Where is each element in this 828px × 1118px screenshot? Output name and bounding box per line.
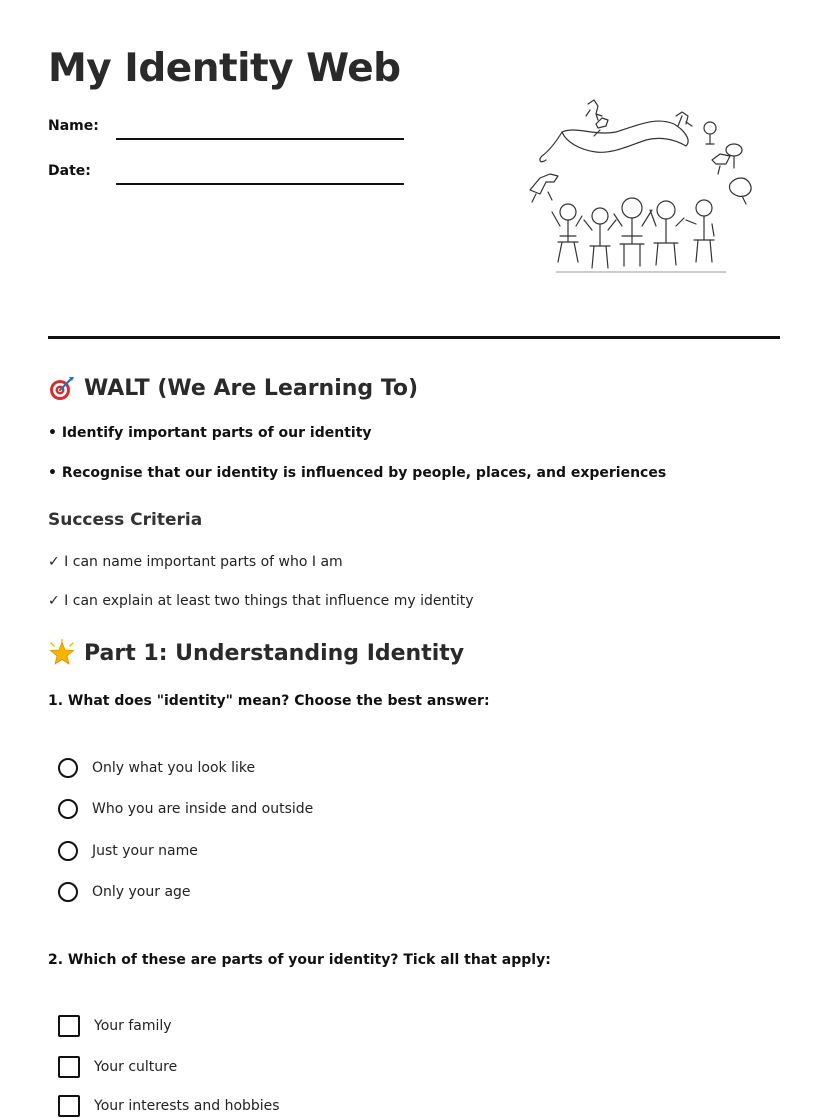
walt-heading [48, 374, 418, 402]
q1-option[interactable] [58, 756, 255, 780]
page-title: My Identity Web [48, 46, 401, 91]
option-label: Only what you look like [92, 760, 256, 776]
part1-heading [48, 639, 464, 667]
date-field [48, 163, 408, 193]
walt-heading-text: WALT (We Are Learning To) [84, 375, 419, 401]
dart-target-icon [48, 374, 76, 402]
q1-option[interactable] [58, 880, 191, 904]
option-label: Your interests and hobbies [94, 1098, 280, 1114]
date-label: Date: [48, 163, 91, 179]
name-field [48, 118, 408, 148]
walt-item: • Recognise that our identity is influenced by people, places, and experiences [48, 465, 667, 481]
checkbox[interactable] [58, 1015, 80, 1037]
option-label: Who you are inside and outside [92, 801, 314, 817]
radio-button[interactable] [58, 758, 78, 778]
criteria-item: ✓ I can explain at least two things that influence my identity [48, 593, 474, 609]
part1-heading-text: Part 1: Understanding Identity [84, 640, 465, 666]
option-label: Your culture [94, 1059, 178, 1075]
criteria-item: ✓ I can name important parts of who I am [48, 554, 343, 570]
radio-button[interactable] [58, 841, 78, 861]
option-label: Just your name [92, 843, 198, 859]
glowing-star-icon [48, 639, 76, 667]
q1-option[interactable] [58, 797, 313, 821]
option-label: Your family [94, 1018, 172, 1034]
radio-button[interactable] [58, 882, 78, 902]
q2-option[interactable] [58, 1055, 177, 1079]
option-label: Only your age [92, 884, 191, 900]
radio-button[interactable] [58, 799, 78, 819]
name-write-line[interactable] [116, 138, 404, 140]
walt-item: • Identify important parts of our identity [48, 425, 372, 441]
date-write-line[interactable] [116, 183, 404, 185]
question-2: 2. Which of these are parts of your identity? Tick all that apply: [48, 952, 551, 968]
name-label: Name: [48, 118, 99, 134]
children-boomerang-illustration [516, 86, 766, 284]
q2-option[interactable] [58, 1014, 172, 1038]
q2-option[interactable] [58, 1094, 280, 1118]
question-1: 1. What does "identity" mean? Choose the best answer: [48, 693, 490, 709]
q1-option[interactable] [58, 839, 198, 863]
section-divider [48, 336, 780, 339]
success-criteria-heading: Success Criteria [48, 510, 203, 530]
checkbox[interactable] [58, 1056, 80, 1078]
checkbox[interactable] [58, 1095, 80, 1117]
